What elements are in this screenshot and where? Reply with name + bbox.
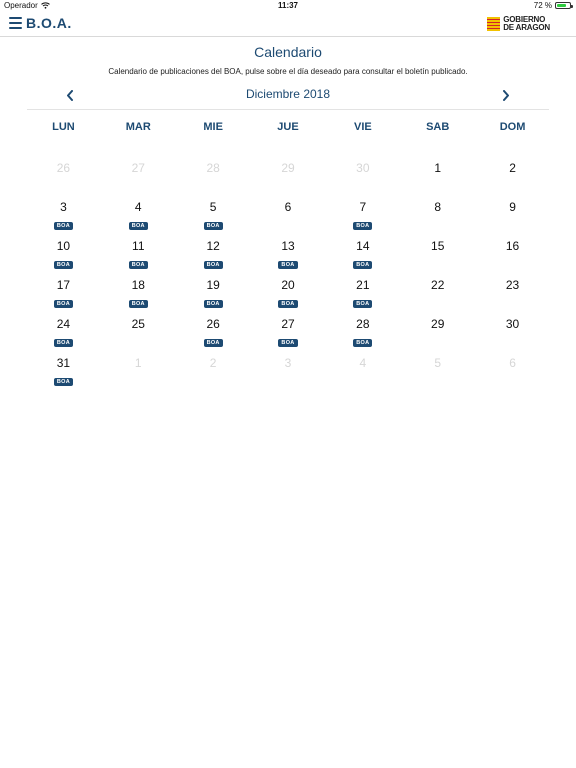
calendar-day-outside-month (251, 148, 326, 187)
carrier-label: Operador (4, 1, 38, 10)
page-title: Calendario (254, 44, 322, 60)
day-number: 24 (56, 317, 71, 331)
boa-badge: BOA (278, 300, 297, 308)
calendar-day-outside-month (101, 148, 176, 187)
calendar-day[interactable] (101, 187, 176, 229)
battery-icon (555, 2, 571, 9)
gobierno-aragon-logo (487, 16, 550, 31)
page-subtitle: Calendario de publicaciones del BOA, pulse sobre el día deseado para consultar el boletín publicado. (108, 67, 468, 76)
weekday-label: MIE (203, 121, 223, 133)
calendar-grid (26, 148, 550, 385)
boa-badge: BOA (54, 339, 73, 347)
chevron-right-icon (502, 90, 510, 101)
day-number: 27 (281, 317, 295, 331)
app-title: B.O.A. (26, 15, 72, 31)
calendar-day[interactable] (475, 148, 550, 187)
calendar-day[interactable] (400, 304, 475, 343)
day-number: 28 (356, 317, 370, 331)
calendar-day[interactable] (475, 187, 550, 226)
boa-badge: BOA (353, 300, 372, 308)
calendar-day-outside-month (101, 343, 176, 382)
weekday-label: JUE (277, 121, 299, 133)
battery-percent: 72 % (533, 1, 552, 10)
day-number: 1 (434, 161, 442, 175)
boa-badge: BOA (278, 261, 297, 269)
battery-fill (557, 4, 566, 7)
calendar-day-outside-month (26, 148, 101, 187)
day-number: 31 (56, 356, 71, 370)
day-number: 5 (434, 356, 442, 370)
boa-badge: BOA (54, 261, 73, 269)
boa-badge: BOA (204, 300, 223, 308)
aragon-flag-icon (487, 17, 500, 31)
boa-badge: BOA (353, 222, 372, 230)
calendar-day[interactable] (26, 226, 101, 268)
day-number: 14 (356, 239, 370, 253)
day-number: 25 (131, 317, 145, 331)
day-number: 18 (131, 278, 145, 292)
day-number: 4 (134, 200, 142, 214)
calendar-day[interactable] (325, 187, 400, 229)
day-number: 12 (206, 239, 220, 253)
day-number: 2 (509, 161, 516, 175)
day-number: 5 (209, 200, 217, 214)
calendar-day-outside-month (475, 343, 550, 382)
day-number: 3 (284, 356, 292, 370)
calendar-day[interactable] (475, 226, 550, 265)
month-navigation (27, 83, 549, 110)
day-number: 1 (134, 356, 142, 370)
status-right (534, 1, 571, 10)
month-label: Diciembre 2018 (245, 87, 331, 101)
calendar-day[interactable] (26, 343, 101, 385)
day-number: 23 (505, 278, 520, 292)
day-number: 29 (281, 161, 295, 175)
boa-badge: BOA (204, 222, 223, 230)
boa-badge: BOA (204, 339, 223, 347)
weekday-label: SAB (426, 121, 450, 133)
day-number: 29 (431, 317, 445, 331)
day-number: 17 (56, 278, 71, 292)
calendar-day-outside-month (325, 148, 400, 187)
day-number: 13 (281, 239, 295, 253)
boa-badge: BOA (129, 261, 148, 269)
day-number: 9 (509, 200, 516, 214)
boa-badge: BOA (129, 300, 148, 308)
status-bar (0, 0, 576, 11)
calendar-day[interactable] (101, 265, 176, 307)
calendar-day[interactable] (101, 304, 176, 343)
calendar-day[interactable] (400, 187, 475, 226)
boa-badge: BOA (278, 339, 297, 347)
calendar-day[interactable] (400, 226, 475, 265)
boa-badge: BOA (54, 300, 73, 308)
navbar (0, 11, 576, 37)
boa-badge: BOA (54, 378, 73, 386)
weekday-label: VIE (353, 121, 372, 133)
calendar-day[interactable] (176, 304, 251, 346)
day-number: 30 (356, 161, 370, 175)
day-number: 15 (431, 239, 445, 253)
calendar-day[interactable] (400, 148, 475, 187)
calendar-day[interactable] (251, 304, 326, 346)
day-number: 4 (359, 356, 367, 370)
calendar-day[interactable] (400, 265, 475, 304)
weekday-label: LUN (52, 121, 75, 133)
calendar-day[interactable] (176, 187, 251, 229)
day-number: 3 (60, 200, 67, 214)
day-number: 16 (505, 239, 520, 253)
calendar-day[interactable] (251, 187, 326, 226)
weekday-header (26, 121, 550, 133)
day-number: 26 (56, 161, 71, 175)
calendar-day[interactable] (26, 304, 101, 346)
day-number: 19 (206, 278, 220, 292)
calendar-day-outside-month (251, 343, 326, 382)
calendar-day[interactable] (325, 304, 400, 346)
calendar-day[interactable] (101, 226, 176, 268)
day-number: 21 (356, 278, 370, 292)
day-number: 6 (284, 200, 292, 214)
calendar-day-outside-month (325, 343, 400, 382)
day-number: 10 (56, 239, 71, 253)
weekday-label: MAR (125, 121, 151, 133)
calendar-day[interactable] (26, 187, 101, 229)
hamburger-menu-icon[interactable] (9, 17, 22, 29)
logo-line-1: GOBIERNO (503, 15, 546, 24)
calendar-day[interactable] (325, 265, 400, 307)
boa-badge: BOA (353, 339, 372, 347)
day-number: 2 (209, 356, 217, 370)
calendar-day-outside-month (400, 343, 475, 382)
weekday-label: DOM (499, 121, 526, 133)
day-number: 20 (281, 278, 295, 292)
calendar-day[interactable] (176, 226, 251, 268)
calendar-day-outside-month (176, 148, 251, 187)
calendar-day[interactable] (475, 304, 550, 343)
day-number: 8 (434, 200, 442, 214)
calendar-day[interactable] (251, 265, 326, 307)
day-number: 7 (359, 200, 367, 214)
day-number: 6 (509, 356, 516, 370)
day-number: 30 (505, 317, 520, 331)
calendar-day[interactable] (26, 265, 101, 307)
calendar-day[interactable] (251, 226, 326, 268)
day-number: 22 (431, 278, 445, 292)
day-number: 26 (206, 317, 220, 331)
boa-badge: BOA (129, 222, 148, 230)
calendar-day[interactable] (475, 265, 550, 304)
day-number: 28 (206, 161, 220, 175)
status-time: 11:37 (277, 1, 299, 10)
day-number: 27 (131, 161, 145, 175)
boa-badge: BOA (353, 261, 372, 269)
logo-text (503, 16, 550, 31)
next-month-button[interactable] (495, 85, 517, 105)
logo-line-2: DE ARAGON (503, 22, 550, 32)
calendar-day[interactable] (325, 226, 400, 268)
calendar-day[interactable] (176, 265, 251, 307)
boa-badge: BOA (54, 222, 73, 230)
boa-badge: BOA (204, 261, 223, 269)
day-number: 11 (132, 239, 145, 253)
calendar-day-outside-month (176, 343, 251, 382)
